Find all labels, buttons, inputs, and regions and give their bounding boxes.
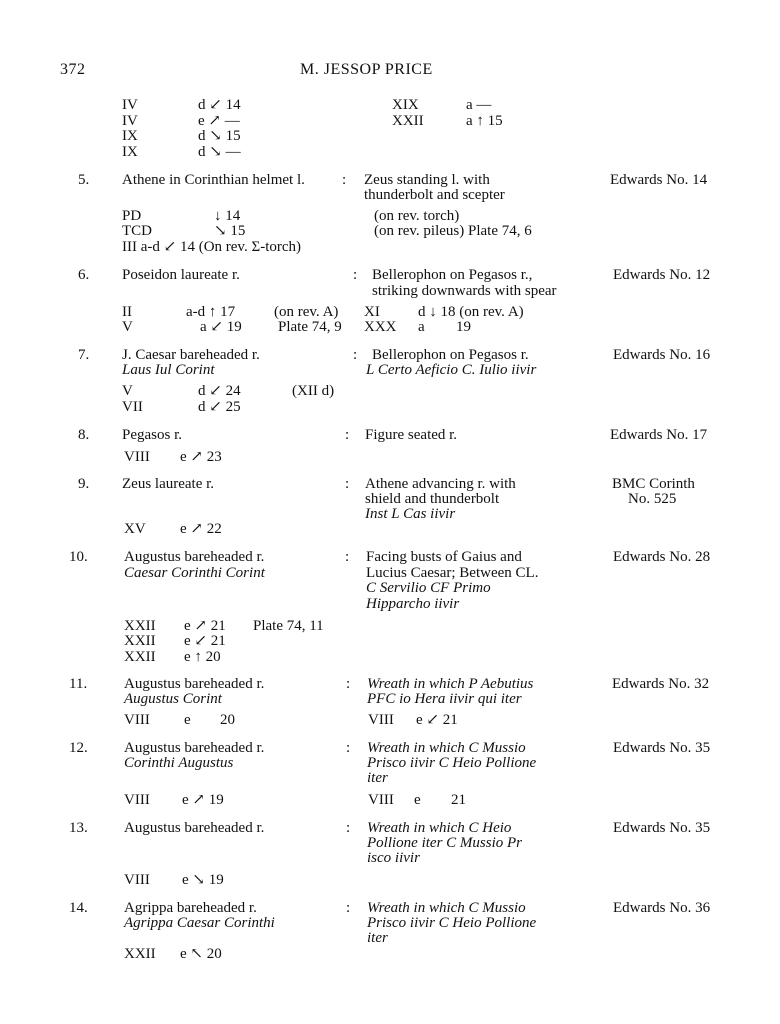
die-line: VIII: [124, 872, 150, 888]
obverse-legend: Corinthi Augustus: [124, 755, 234, 771]
die-line: e ↙ 21: [184, 633, 226, 649]
reference: Edwards No. 12: [613, 267, 711, 283]
die-line: PD: [122, 208, 142, 224]
reverse-legend: Wreath in which C Heio: [367, 820, 512, 836]
reference: Edwards No. 16: [613, 347, 711, 363]
die-line: XXII: [124, 946, 156, 962]
die-line: III a-d ↙ 14 (On rev. Σ-torch): [122, 239, 302, 255]
obverse-text: Agrippa bareheaded r.: [124, 900, 257, 916]
die-line: (on rev. pileus) Plate 74, 6: [374, 223, 532, 239]
reference: BMC Corinth: [612, 476, 695, 492]
reverse-legend: iter: [367, 930, 388, 946]
reverse-legend: Hipparcho iivir: [366, 596, 460, 612]
die-line: IV: [122, 113, 138, 129]
die-line: a ↑ 15: [466, 113, 503, 129]
obverse-legend: Augustus Corint: [124, 691, 222, 707]
die-line: TCD: [122, 223, 152, 239]
die-line: e: [414, 792, 421, 808]
entry-number: 13.: [69, 820, 88, 836]
die-line: XIX: [392, 97, 419, 113]
reverse-text: striking downwards with spear: [372, 283, 557, 299]
die-line: IV: [122, 97, 138, 113]
reverse-text: Zeus standing l. with: [364, 172, 490, 188]
reverse-legend: L Certo Aeficio C. Iulio iivir: [366, 362, 537, 378]
separator-colon: :: [346, 820, 351, 836]
obverse-text: Augustus bareheaded r.: [124, 676, 265, 692]
die-line: a-d ↑ 17: [186, 304, 236, 320]
reference: No. 525: [628, 491, 677, 507]
die-line: VIII: [124, 792, 150, 808]
die-line: XXII: [124, 649, 156, 665]
reverse-text: Figure seated r.: [365, 427, 458, 443]
die-line: a —: [466, 97, 492, 113]
obverse-text: Pegasos r.: [122, 427, 182, 443]
reference: Edwards No. 36: [613, 900, 711, 916]
die-line: II: [122, 304, 132, 320]
entry-number: 10.: [69, 549, 88, 565]
obverse-text: Athene in Corinthian helmet l.: [122, 172, 305, 188]
obverse-text: Augustus bareheaded r.: [124, 549, 265, 565]
die-line: e ↑ 20: [184, 649, 221, 665]
die-line: 19: [456, 319, 471, 335]
separator-colon: :: [345, 476, 350, 492]
reverse-legend: Wreath in which P Aebutius: [367, 676, 534, 692]
reverse-legend: isco iivir: [367, 850, 420, 866]
die-line: (on rev. A): [274, 304, 339, 320]
entry-number: 9.: [78, 476, 90, 492]
reference: Edwards No. 35: [613, 740, 711, 756]
obverse-legend: Caesar Corinthi Corint: [124, 565, 265, 581]
running-title: M. JESSOP PRICE: [300, 61, 433, 78]
reverse-text: Athene advancing r. with: [365, 476, 516, 492]
separator-colon: :: [346, 900, 351, 916]
reference: Edwards No. 14: [610, 172, 708, 188]
die-line: XXX: [364, 319, 397, 335]
reverse-legend: Wreath in which C Mussio: [367, 740, 526, 756]
die-line: d ↘ —: [198, 144, 241, 160]
die-line: e ↗ 23: [180, 449, 222, 465]
die-line: d ↙ 25: [198, 399, 241, 415]
reverse-text: shield and thunderbolt: [365, 491, 500, 507]
die-line: XXII: [124, 618, 156, 634]
die-line: V: [122, 319, 133, 335]
reverse-text: thunderbolt and scepter: [364, 187, 505, 203]
die-line: XV: [124, 521, 146, 537]
reverse-legend: Inst L Cas iivir: [365, 506, 456, 522]
die-line: 21: [451, 792, 466, 808]
die-line: a: [418, 319, 425, 335]
die-line: e ↗ 19: [182, 792, 224, 808]
reverse-legend: Prisco iivir C Heio Pollione: [367, 755, 537, 771]
die-line: Plate 74, 11: [253, 618, 324, 634]
separator-colon: :: [342, 172, 347, 188]
obverse-legend: Laus Iul Corint: [122, 362, 215, 378]
die-line: d ↓ 18 (on rev. A): [418, 304, 524, 320]
obverse-text: Poseidon laureate r.: [122, 267, 240, 283]
die-line: (on rev. torch): [374, 208, 460, 224]
page-number: 372: [60, 61, 86, 78]
die-line: IX: [122, 128, 138, 144]
separator-colon: :: [345, 549, 350, 565]
reverse-text: Bellerophon on Pegasos r.: [372, 347, 529, 363]
die-line: VII: [122, 399, 143, 415]
die-line: 20: [220, 712, 235, 728]
die-line: XXII: [124, 633, 156, 649]
separator-colon: :: [346, 676, 351, 692]
obverse-text: Zeus laureate r.: [122, 476, 215, 492]
reference: Edwards No. 17: [610, 427, 708, 443]
separator-colon: :: [346, 740, 351, 756]
reference: Edwards No. 35: [613, 820, 711, 836]
entry-number: 11.: [69, 676, 88, 692]
separator-colon: :: [345, 427, 350, 443]
die-line: e ↙ 21: [416, 712, 458, 728]
reference: Edwards No. 32: [612, 676, 710, 692]
separator-colon: :: [353, 347, 358, 363]
die-line: XXII: [392, 113, 424, 129]
reverse-text: Bellerophon on Pegasos r.,: [372, 267, 533, 283]
die-line: VIII: [368, 792, 394, 808]
reverse-legend: Pollione iter C Mussio Pr: [367, 835, 522, 851]
die-line: VIII: [124, 449, 150, 465]
die-line: e ↗ 21: [184, 618, 226, 634]
entry-number: 5.: [78, 172, 90, 188]
die-line: ↘ 15: [214, 223, 246, 239]
entry-number: 6.: [78, 267, 90, 283]
die-line: d ↙ 14: [198, 97, 241, 113]
reverse-text: Facing busts of Gaius and: [366, 549, 522, 565]
die-line: IX: [122, 144, 138, 160]
obverse-text: Augustus bareheaded r.: [124, 820, 265, 836]
die-line: d ↘ 15: [198, 128, 241, 144]
obverse-text: J. Caesar bareheaded r.: [122, 347, 260, 363]
die-line: ↓ 14: [214, 208, 241, 224]
reference: Edwards No. 28: [613, 549, 711, 565]
die-line: e: [184, 712, 191, 728]
die-line: e ↘ 19: [182, 872, 224, 888]
obverse-text: Augustus bareheaded r.: [124, 740, 265, 756]
reverse-text: Lucius Caesar; Between CL.: [366, 565, 539, 581]
reverse-legend: PFC io Hera iivir qui iter: [367, 691, 522, 707]
die-line: a ↙ 19: [200, 319, 242, 335]
reverse-legend: Prisco iivir C Heio Pollione: [367, 915, 537, 931]
die-line: e ↗ 22: [180, 521, 222, 537]
die-line: VIII: [124, 712, 150, 728]
die-line: e ↗ —: [198, 113, 240, 129]
reverse-legend: Wreath in which C Mussio: [367, 900, 526, 916]
separator-colon: :: [353, 267, 358, 283]
die-line: e ↖ 20: [180, 946, 222, 962]
entry-number: 8.: [78, 427, 90, 443]
entry-number: 7.: [78, 347, 90, 363]
entry-number: 12.: [69, 740, 88, 756]
die-line: (XII d): [292, 383, 335, 399]
die-line: Plate 74, 9: [278, 319, 342, 335]
die-line: XI: [364, 304, 380, 320]
reverse-legend: iter: [367, 770, 388, 786]
die-line: V: [122, 383, 133, 399]
entry-number: 14.: [69, 900, 88, 916]
die-line: d ↙ 24: [198, 383, 241, 399]
reverse-legend: C Servilio CF Primo: [366, 580, 491, 596]
die-line: VIII: [368, 712, 394, 728]
obverse-legend: Agrippa Caesar Corinthi: [124, 915, 275, 931]
